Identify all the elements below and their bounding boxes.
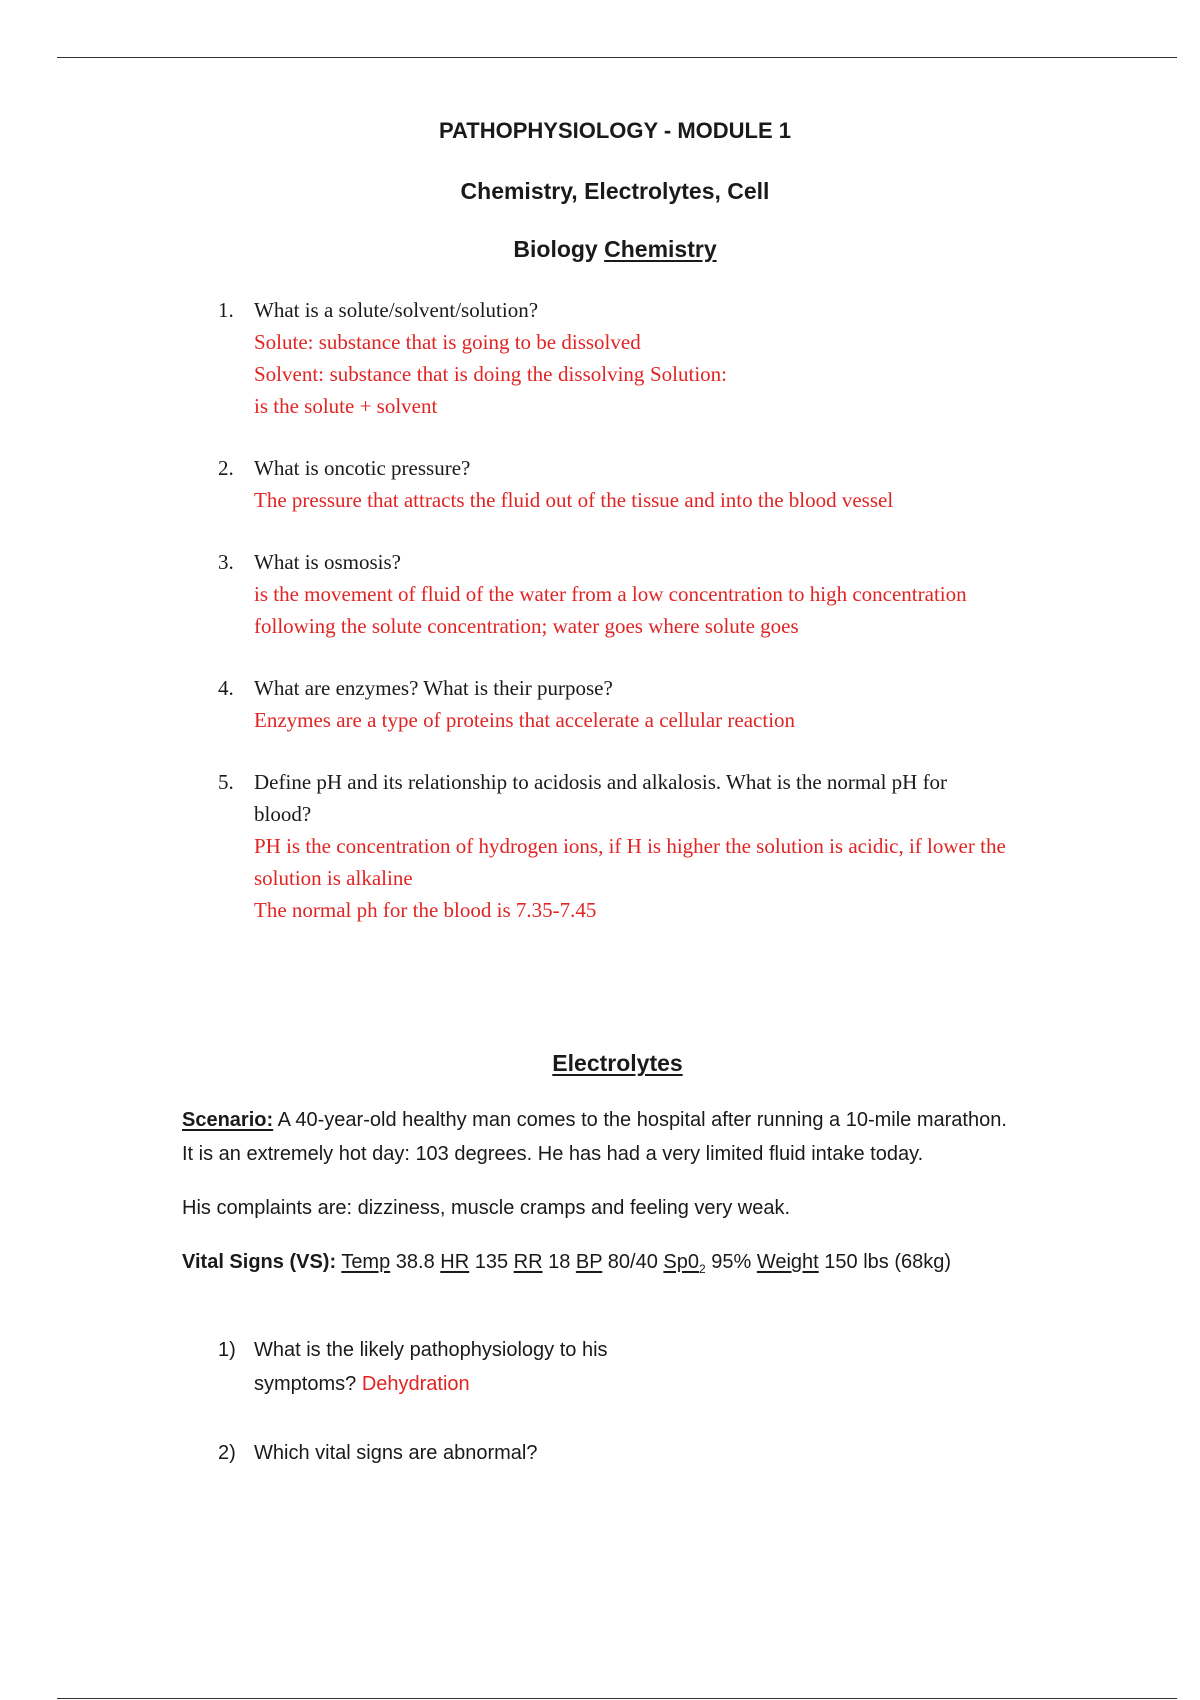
vital-signs bbox=[182, 1245, 1042, 1286]
vital-hr-value: 135 bbox=[469, 1251, 514, 1273]
scenario-text: A 40-year-old healthy man comes to the hospital after running a 10-mile marathon. It is an extremely hot day: 103 degrees. He has had a very limited fluid intake today. bbox=[182, 1109, 1007, 1165]
vital-spo2-value: 95% bbox=[705, 1251, 757, 1273]
answer-text: Enzymes are a type of proteins that accelerate a cellular reaction bbox=[254, 708, 796, 732]
question-text: What is oncotic pressure? bbox=[254, 456, 471, 480]
top-rule bbox=[57, 57, 1177, 58]
question-number: 2) bbox=[218, 1442, 236, 1464]
bottom-rule bbox=[57, 1698, 1177, 1699]
section-heading bbox=[0, 236, 1200, 263]
complaints-text: His complaints are: dizziness, muscle cramps and feeling very weak. bbox=[182, 1197, 791, 1219]
question-text: What is a solute/solvent/solution? bbox=[254, 298, 539, 322]
question-text: What is osmosis? bbox=[254, 550, 401, 574]
vital-spo2-label: $Sp0_2$ bbox=[663, 1251, 706, 1276]
question-text: Define pH and its relationship to acidosis and alkalosis. What is the normal pH for blood? bbox=[254, 770, 948, 826]
question-list bbox=[218, 294, 1078, 956]
vital-rr-value: 18 bbox=[542, 1251, 576, 1273]
vital-temp-label: Temp bbox=[341, 1251, 391, 1273]
scenario-paragraph bbox=[182, 1103, 1012, 1171]
vital-bp-label: BP bbox=[575, 1251, 603, 1273]
answer-text: PH is the concentration of hydrogen ions, if H is higher the solution is acidic, if lower the solution is alkaline bbox=[254, 834, 1006, 890]
page-subtitle: Chemistry, Electrolytes, Cell bbox=[460, 178, 770, 204]
answer-text: The normal ph for the blood is 7.35-7.45 bbox=[254, 898, 597, 922]
electrolytes-heading: Electrolytes bbox=[552, 1050, 683, 1076]
section-heading-biology: Biology bbox=[513, 236, 598, 262]
vital-signs-label: Vital Signs (VS): bbox=[182, 1251, 337, 1273]
vital-temp-value: 38.8 bbox=[390, 1251, 441, 1273]
question-item bbox=[218, 766, 1078, 926]
question-item bbox=[218, 294, 1078, 422]
vital-weight-label: Weight bbox=[756, 1251, 819, 1273]
answer-text: Dehydration bbox=[361, 1373, 470, 1395]
question-text: What is the likely pathophysiology to his symptoms? bbox=[254, 1339, 608, 1395]
answer-text: Solvent: substance that is doing the dissolving Solution: is the solute + solvent bbox=[254, 362, 727, 418]
page-title: PATHOPHYSIOLOGY - MODULE 1 bbox=[438, 118, 792, 143]
vital-rr-label: RR bbox=[513, 1251, 543, 1273]
scenario-block bbox=[182, 1103, 1042, 1306]
answer-text: is the movement of fluid of the water from a low concentration to high concentration following the solute concentration; water goes where solute goes bbox=[254, 582, 967, 638]
question-number: 1. bbox=[218, 298, 234, 322]
section-heading-chemistry: Chemistry bbox=[604, 236, 717, 262]
vital-weight-value: 150 lbs (68kg) bbox=[818, 1251, 952, 1273]
question-number: 3. bbox=[218, 550, 234, 574]
question-number: 1) bbox=[218, 1339, 236, 1361]
vital-bp-value: 80/40 bbox=[602, 1251, 664, 1273]
question-number: 4. bbox=[218, 676, 234, 700]
question-item bbox=[218, 452, 1078, 516]
scenario-question-1 bbox=[218, 1333, 1078, 1401]
scenario-label: Scenario: bbox=[182, 1109, 274, 1131]
question-number: 2. bbox=[218, 456, 234, 480]
scenario-question-2 bbox=[218, 1436, 1078, 1470]
question-number: 5. bbox=[218, 770, 234, 794]
answer-text: Solute: substance that is going to be dissolved bbox=[254, 330, 641, 354]
question-item bbox=[218, 546, 1078, 642]
question-text: What are enzymes? What is their purpose? bbox=[254, 676, 613, 700]
question-item bbox=[218, 672, 1078, 736]
vital-hr-label: HR bbox=[440, 1251, 470, 1273]
question-text: Which vital signs are abnormal? bbox=[254, 1442, 538, 1464]
answer-text: The pressure that attracts the fluid out of the tissue and into the blood vessel bbox=[254, 488, 894, 512]
